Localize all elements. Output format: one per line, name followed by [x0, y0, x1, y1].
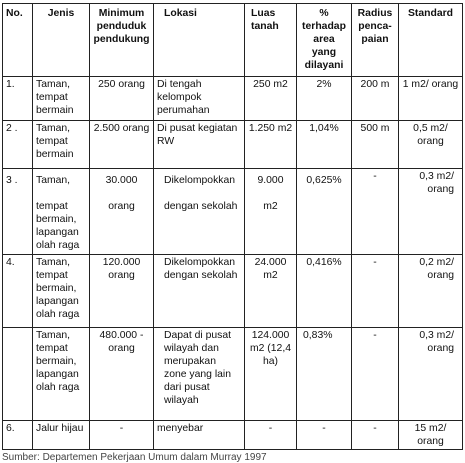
row-standard: 1 m2/ orang	[399, 77, 463, 121]
row-lokasi-line1: Dikelompokkan	[164, 175, 236, 186]
row-luas: 24.000 m2	[245, 255, 297, 328]
row-lokasi: Dikelompokkan dengan sekolah	[154, 255, 245, 328]
row-radius: -	[352, 421, 399, 450]
table-row	[3, 121, 463, 169]
row-no: 4.	[3, 255, 33, 328]
row-jenis: Taman, tempat bermain, lapangan olah raga	[33, 328, 90, 421]
row-jenis: Taman, tempat bermain, lapangan olah raga	[33, 255, 90, 328]
row-minimum: 120.000 orang	[90, 255, 154, 328]
row-jenis-line2: tempat bermain, lapangan olah raga	[36, 201, 80, 251]
row-lokasi: Di pusat kegiatan RW	[154, 121, 245, 169]
row-minimum: -	[90, 421, 154, 450]
header-no: No.	[3, 4, 33, 77]
row-lokasi: menyebar	[154, 421, 245, 450]
table-row	[3, 328, 463, 421]
row-radius: 200 m	[352, 77, 399, 121]
table-row	[3, 421, 463, 450]
row-lokasi: Di tengah kelompok perumahan	[154, 77, 245, 121]
row-persen: 0,83%	[297, 328, 352, 421]
row-radius: -	[352, 169, 399, 255]
row-jenis: Taman, tempat bermain	[33, 121, 90, 169]
row-persen: 2%	[297, 77, 352, 121]
header-standard: Standard	[399, 4, 463, 77]
row-lokasi	[154, 169, 245, 255]
row-minimum: 250 orang	[90, 77, 154, 121]
row-jenis	[33, 169, 90, 255]
header-luas: Luas tanah	[245, 4, 297, 77]
standards-table	[2, 3, 463, 450]
header-minimum: Minimum penduduk pendukung	[90, 4, 154, 77]
row-luas: 250 m2	[245, 77, 297, 121]
row-minimum	[90, 169, 154, 255]
row-no: 2 .	[3, 121, 33, 169]
row-standard: 15 m2/ orang	[399, 421, 463, 450]
table-row	[3, 77, 463, 121]
row-radius: 500 m	[352, 121, 399, 169]
header-row	[3, 4, 463, 77]
header-lokasi: Lokasi	[154, 4, 245, 77]
row-minimum-line1: 30.000	[105, 175, 138, 186]
row-lokasi: Dapat di pusat wilayah dan merupakan zone yang lain dari pusat wilayah	[154, 328, 245, 421]
row-luas-line2: m2	[263, 201, 278, 212]
row-jenis: Taman, tempat bermain	[33, 77, 90, 121]
row-persen: 1,04%	[297, 121, 352, 169]
row-minimum-line2: orang	[108, 201, 135, 212]
row-standard: 0,5 m2/ orang	[399, 121, 463, 169]
row-standard: 0,3 m2/ orang	[399, 328, 463, 421]
header-radius: Radius penca- paian	[352, 4, 399, 77]
row-luas-line1: 9.000	[257, 175, 284, 186]
row-no: 1.	[3, 77, 33, 121]
standards-table-page	[2, 3, 462, 450]
row-jenis: Jalur hijau	[33, 421, 90, 450]
source-caption: Sumber: Departemen Pekerjaan Umum dalam Murray 1997	[2, 452, 267, 463]
table-row	[3, 255, 463, 328]
header-persen: % terhadap area yang dilayani	[297, 4, 352, 77]
row-luas: 124.000 m2 (12,4 ha)	[245, 328, 297, 421]
row-luas: 1.250 m2	[245, 121, 297, 169]
row-minimum: 2.500 orang	[90, 121, 154, 169]
row-radius: -	[352, 255, 399, 328]
row-persen: 0,625%	[297, 169, 352, 255]
row-jenis-line1: Taman,	[36, 175, 71, 186]
header-jenis: Jenis	[33, 4, 90, 77]
row-persen: -	[297, 421, 352, 450]
row-luas	[245, 169, 297, 255]
row-no: 6.	[3, 421, 33, 450]
row-standard: 0,2 m2/ orang	[399, 255, 463, 328]
row-no: 3 .	[3, 169, 33, 255]
row-radius: -	[352, 328, 399, 421]
row-persen: 0,416%	[297, 255, 352, 328]
row-no	[3, 328, 33, 421]
row-lokasi-line2: dengan sekolah	[164, 201, 238, 212]
table-row	[3, 169, 463, 255]
row-minimum: 480.000 - orang	[90, 328, 154, 421]
row-standard: 0,3 m2/ orang	[399, 169, 463, 255]
row-luas: -	[245, 421, 297, 450]
